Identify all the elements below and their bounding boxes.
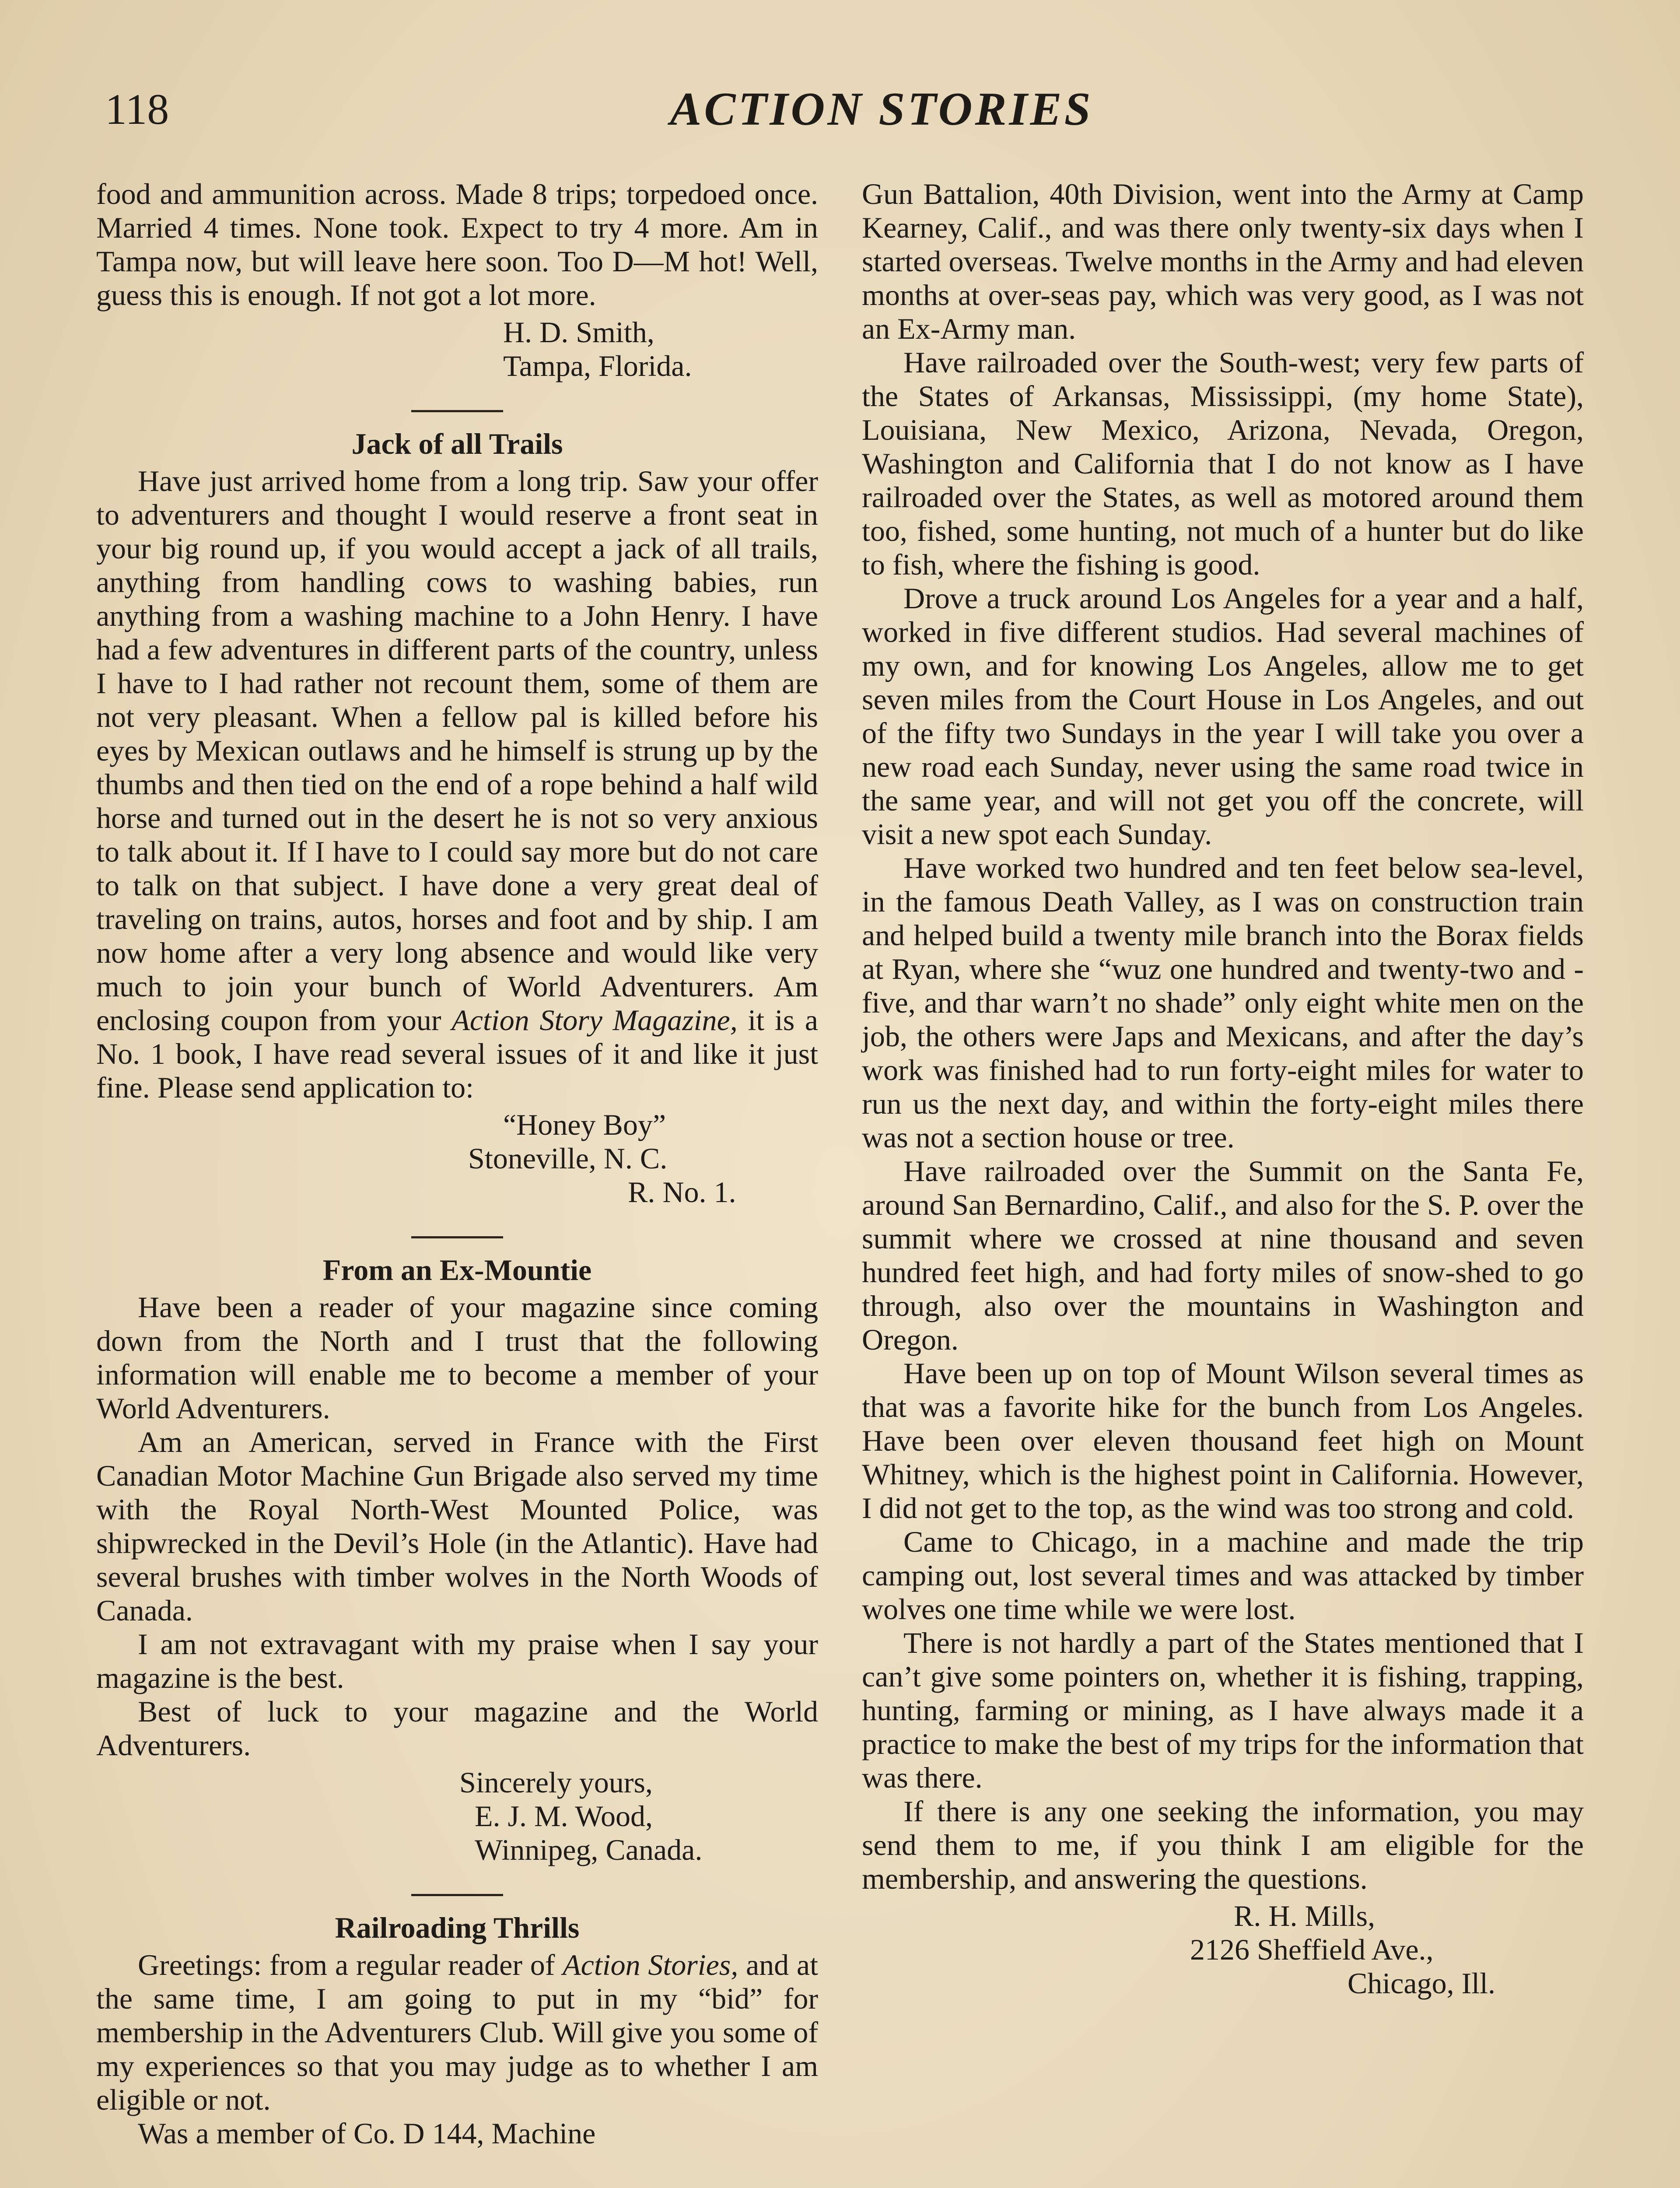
section-divider — [411, 1236, 503, 1238]
signature-smith — [96, 316, 818, 383]
signature-line: “Honey Boy” — [503, 1108, 666, 1141]
signature-line: E. J. M. Wood, — [475, 1799, 653, 1833]
signature-line: Stoneville, N. C. — [468, 1142, 668, 1175]
letter-paragraph: Gun Battalion, 40th Division, went into the Army at Camp Kearney, Calif., and was there only twenty-six days when I started overseas. Twelve months in the Army and had eleven months at over-seas pay, which was very good, as I was not an Ex-Army man. — [862, 177, 1584, 345]
left-column — [96, 177, 818, 2150]
running-title: ACTION STORIES — [670, 83, 1093, 135]
letter-continuation: food and ammunition across. Made 8 trips; torpedoed once. Married 4 times. None took. Expect to try 4 more. Am in Tampa now, but will leave here soon. Too D—M hot! Well, guess this is enough. If not got a lot more. — [96, 177, 818, 312]
letter-paragraph — [96, 1948, 818, 2117]
signature-honey-boy — [96, 1108, 818, 1209]
letter-paragraph: Have worked two hundred and ten feet below sea-level, in the famous Death Valley, as I was on construction train and helped build a twenty mile branch into the Borax fields at Ryan, where she “wuz one hundred and twenty-two and -five, and thar warn’t no shade” only eight white men on the job, the others were Japs and Mexicans, and after the day’s work was finished had to run forty-eight miles for water to run us the next day, and within the forty-eight miles there was not a section house or tree. — [862, 851, 1584, 1154]
letter-paragraph: Best of luck to your magazine and the World Adventurers. — [96, 1695, 818, 1762]
signature-mills — [862, 1899, 1584, 2000]
paragraph-text: and at the same time, I am going to put in my “bid” for membership in the Adventurers Club. Will give you some of my experiences so that you may judge as to whether I am eligible or not. — [96, 1948, 818, 2116]
letter-paragraph: If there is any one seeking the information, you may send them to me, if you think I am eligible for the membership, and answering the questions. — [862, 1795, 1584, 1895]
letter-paragraph — [96, 464, 818, 1105]
letter-paragraph: Drove a truck around Los Angeles for a year and a half, worked in five different studios. Had several machines of my own, and for knowing Los Angeles, allow me to get seven miles from the Court House in Los Angeles, and out of the fifty two Sundays in the year I will take you over a new road each Sunday, never using the same road twice in the same year, and will not get you off the concrete, will visit a new spot each Sunday. — [862, 582, 1584, 851]
page-number: 118 — [105, 85, 169, 133]
letter-paragraph: Have been a reader of your magazine since coming down from the North and I trust that the following information will enable me to become a member of your World Adventurers. — [96, 1290, 818, 1425]
letter-paragraph: Have railroaded over the South-west; very few parts of the States of Arkansas, Mississippi, (my home State), Louisiana, New Mexico, Arizona, Nevada, Oregon, Washington and California that I do not know as I have railroaded over the States, as well as motored around them too, fished, some hunting, not much of a hunter but do like to fish, where the fishing is good. — [862, 346, 1584, 581]
signature-wood — [96, 1766, 818, 1867]
magazine-name: Action Stories, — [563, 1948, 738, 1981]
letter-paragraph: Have been up on top of Mount Wilson several times as that was a favorite hike for the bunch from Los Angeles. Have been over eleven thousand feet high on Mount Whitney, which is the highest point in California. However, I did not get to the top, as the wind was too strong and cold. — [862, 1357, 1584, 1525]
paragraph-text: Have just arrived home from a long trip. Saw your offer to adventurers and thought I would reserve a front seat in your big round up, if you would accept a jack of all trails, anything from handling cows to washing babies, run anything from a washing machine to a John Henry. I have had a few adventures in different parts of the country, unless I have to I had rather not recount them, some of them are not very pleasant. When a fellow pal is killed before his eyes by Mexican outlaws and he himself is strung up by the thumbs and then tied on the end of a rope behind a half wild horse and turned out in the desert he is not so very anxious to talk about it. If I have to I could say more but do not care to talk on that subject. I have done a very great deal of traveling on trains, autos, horses and foot and by ship. I am now home after a very long absence and would like very much to join your bunch of World Adventurers. Am enclosing coupon from your — [96, 464, 818, 1037]
signature-line: Chicago, Ill. — [1348, 1967, 1496, 2000]
section-title-ex-mountie: From an Ex-Mountie — [322, 1253, 592, 1287]
signature-line: R. H. Mills, — [1234, 1899, 1376, 1932]
paragraph-text: Greetings: from a regular reader of — [138, 1948, 563, 1981]
letter-paragraph: Was a member of Co. D 144, Machine — [138, 2117, 596, 2150]
letter-paragraph: Came to Chicago, in a machine and made the trip camping out, lost several times and was attacked by timber wolves one time while we were lost. — [862, 1525, 1584, 1626]
signature-line: 2126 Sheffield Ave., — [1190, 1933, 1434, 1966]
right-column — [862, 177, 1584, 2000]
signature-line: Sincerely yours, — [459, 1766, 653, 1799]
magazine-name: Action Story Magazine, — [452, 1003, 738, 1037]
letter-paragraph: There is not hardly a part of the States mentioned that I can’t give some pointers on, whether it is fishing, trapping, hunting, farming or mining, as I have always made it a practice to make the best of my trips for the information that was there. — [862, 1626, 1584, 1794]
section-title-railroading-thrills: Railroading Thrills — [335, 1911, 580, 1944]
signature-line: H. D. Smith, — [503, 316, 654, 349]
letter-paragraph: Have railroaded over the Summit on the Santa Fe, around San Bernardino, Calif., and also for the S. P. over the summit where we crossed at nine thousand and seven hundred feet high, and had forty miles of snow-shed to go through, also over the mountains in Washington and Oregon. — [862, 1154, 1584, 1356]
paragraph-text: it is a No. 1 book, I have read several issues of it and like it just fine. Please send application to: — [96, 1003, 818, 1104]
letter-paragraph: Am an American, served in France with the First Canadian Motor Machine Gun Brigade also served my time with the Royal North-West Mounted Police, was shipwrecked in the Devil’s Hole (in the Atlantic). Have had several brushes with timber wolves in the North Woods of Canada. — [96, 1425, 818, 1627]
page-header — [105, 77, 1588, 142]
letter-paragraph: I am not extravagant with my praise when I say your magazine is the best. — [96, 1627, 818, 1694]
signature-line: Tampa, Florida. — [503, 349, 692, 382]
section-divider — [411, 410, 503, 412]
signature-line: Winnipeg, Canada. — [475, 1833, 703, 1866]
signature-line: R. No. 1. — [628, 1175, 736, 1209]
section-title-jack-of-all-trails: Jack of all Trails — [351, 427, 563, 460]
section-divider — [411, 1894, 503, 1896]
